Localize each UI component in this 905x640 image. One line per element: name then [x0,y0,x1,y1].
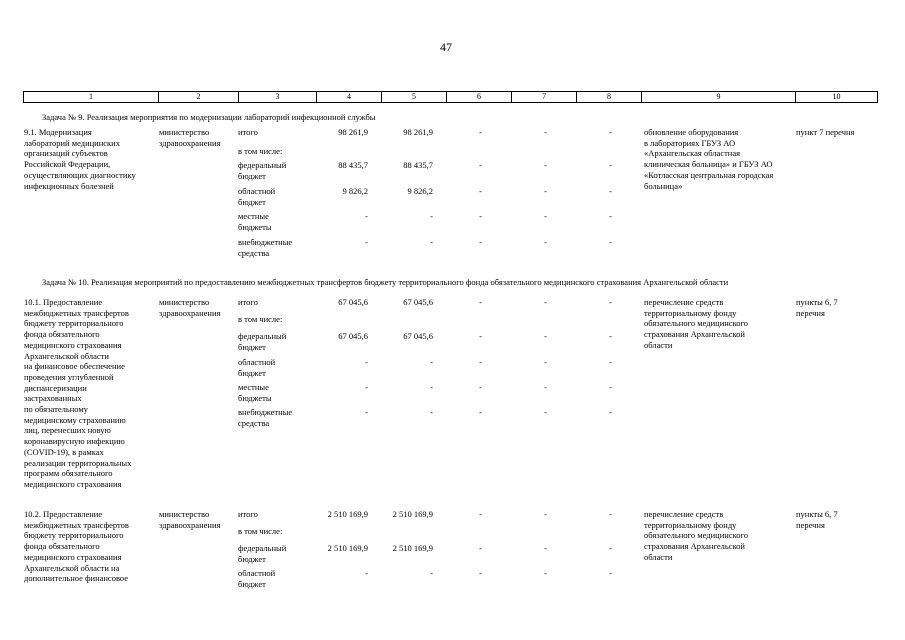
column-number: 10 [796,92,878,103]
value-col6: - [479,509,482,519]
measure-name: по обязательному [24,404,88,414]
reference: перечня [796,519,825,530]
measure-name: организаций субъектов [24,148,108,159]
executor: министерство [159,127,210,137]
value-col4: - [365,211,368,221]
measure-name: программ обязательного [24,468,113,479]
expected-result: перечисление средств [644,297,724,307]
expected-result: территориальному фонду [644,307,737,318]
column-number: 6 [447,92,512,103]
reference: пункт 7 перечня [796,127,855,137]
measure-name: бюджету территориального [24,318,124,329]
value-col8: - [609,127,612,137]
column-number: 4 [317,92,382,103]
measure-name: медицинского страхования [24,551,122,562]
funding-source: бюджеты [238,221,272,232]
funding-source: бюджеты [238,392,272,403]
column-number: 5 [382,92,447,103]
funding-source: средства [238,417,270,428]
task-title: Задача № 10. Реализация мероприятий по предоставлению межбюджетных трансфертов бюджету территориального фонда обязательного медицинского страхования Архангельской области [42,277,729,287]
funding-source: в том числе: [238,314,283,324]
measure-name: Архангельской области [24,350,109,361]
value-col5: 98 261,9 [403,127,433,137]
value-col6: - [479,127,482,137]
value-col8: - [609,237,612,247]
funding-source: областной [238,357,276,367]
measure-name: реализации территориальных [24,457,132,468]
value-col4: 2 510 169,9 [327,509,368,519]
value-col5: - [430,357,433,367]
value-col6: - [479,543,482,553]
reference: пункты 6, 7 [796,509,838,519]
expected-result: области [644,339,673,350]
expected-result: клиническая больница» и ГБУЗ АО [644,159,773,170]
measure-name: Российской Федерации, [24,159,111,170]
value-col5: 2 510 169,9 [392,543,433,553]
measure-name: (COVID-19), в рамках [24,446,104,457]
value-col4: - [365,357,368,367]
value-col7: - [544,297,547,307]
funding-source: федеральный [238,331,287,341]
value-col6: - [479,211,482,221]
value-col4: 67 045,6 [338,297,368,307]
measure-name: лабораторий медицинских [24,137,120,148]
value-col4: 98 261,9 [338,127,368,137]
value-col7: - [544,211,547,221]
executor: здравоохранения [159,137,221,148]
expected-result: «Архангельская областная [644,148,741,159]
value-col6: - [479,382,482,392]
funding-source: местные [238,382,269,392]
funding-source: бюджет [238,553,266,564]
measure-name: 10.2. Предоставление [24,509,103,519]
column-number: 8 [577,92,642,103]
measure-name: проведения углубленной [24,371,114,382]
value-col4: 2 510 169,9 [327,543,368,553]
expected-result: обязательного медицинского [644,530,749,541]
value-col7: - [544,160,547,170]
column-number: 1 [24,92,159,103]
measure-name: фонда обязательного [24,329,100,340]
value-col6: - [479,160,482,170]
column-number: 9 [642,92,796,103]
value-col7: - [544,407,547,417]
executor: здравоохранения [159,519,221,530]
value-col5: - [430,382,433,392]
value-col8: - [609,357,612,367]
funding-source: местные [238,211,269,221]
value-col5: 2 510 169,9 [392,509,433,519]
funding-source: итого [238,127,258,137]
measure-name: коронавирусную инфекцию [24,436,125,447]
measure-name: медицинского страхования [24,478,122,489]
page-number: 47 [440,40,452,54]
column-number-header [23,91,878,103]
expected-result: обновление оборудования [644,127,739,137]
value-col6: - [479,297,482,307]
measure-name: застрахованных [24,393,82,404]
value-col4: - [365,407,368,417]
value-col8: - [609,543,612,553]
value-col7: - [544,331,547,341]
value-col7: - [544,568,547,578]
value-col8: - [609,297,612,307]
value-col6: - [479,331,482,341]
measure-name: инфекционных болезней [24,180,114,191]
funding-source: итого [238,509,258,519]
measure-name: на финансовое обеспечение [24,361,125,372]
funding-source: итого [238,297,258,307]
value-col6: - [479,357,482,367]
expected-result: страхования Архангельской [644,541,745,552]
value-col8: - [609,568,612,578]
value-col7: - [544,357,547,367]
reference: пункты 6, 7 [796,297,838,307]
value-col7: - [544,509,547,519]
value-col5: - [430,568,433,578]
funding-source: внебюджетные [238,407,293,417]
measure-name: межбюджетных трансфертов [24,519,129,530]
measure-name: осуществляющих диагностику [24,169,136,180]
value-col4: 88 435,7 [338,160,368,170]
expected-result: перечисление средств [644,509,724,519]
value-col8: - [609,407,612,417]
funding-source: бюджет [238,578,266,589]
funding-source: федеральный [238,160,287,170]
value-col8: - [609,186,612,196]
measure-name: медицинского страхования [24,339,122,350]
value-col4: - [365,568,368,578]
measure-name: бюджету территориального [24,530,124,541]
value-col7: - [544,186,547,196]
funding-source: федеральный [238,543,287,553]
column-number: 7 [512,92,577,103]
expected-result: обязательного медицинского [644,318,749,329]
funding-source: в том числе: [238,526,283,536]
expected-result: области [644,551,673,562]
measure-name: Архангельской области на [24,562,120,573]
measure-name: медицинскому страхованию [24,414,126,425]
value-col6: - [479,237,482,247]
funding-source: областной [238,186,276,196]
value-col6: - [479,186,482,196]
value-col6: - [479,568,482,578]
funding-source: бюджет [238,170,266,181]
funding-source: бюджет [238,341,266,352]
reference: перечня [796,307,825,318]
value-col4: - [365,382,368,392]
task-title: Задача № 9. Реализация мероприятия по модернизации лабораторий инфекционной службы [42,112,376,122]
executor: здравоохранения [159,307,221,318]
value-col8: - [609,331,612,341]
value-col5: 88 435,7 [403,160,433,170]
value-col5: 9 826,2 [407,186,433,196]
expected-result: больница» [644,180,683,191]
funding-source: в том числе: [238,146,283,156]
funding-source: бюджет [238,367,266,378]
expected-result: страхования Архангельской [644,329,745,340]
measure-name: лиц, перенесших новую [24,425,111,436]
funding-source: областной [238,568,276,578]
measure-name: межбюджетных трансфертов [24,307,129,318]
executor: министерство [159,297,210,307]
column-number: 3 [239,92,317,103]
funding-source: бюджет [238,196,266,207]
expected-result: «Котласская центральная городская [644,169,774,180]
value-col7: - [544,127,547,137]
value-col4: - [365,237,368,247]
value-col5: - [430,237,433,247]
funding-source: внебюджетные [238,237,293,247]
expected-result: территориальному фонду [644,519,737,530]
measure-name: 9.1. Модернизация [24,127,92,137]
column-number: 2 [159,92,239,103]
measure-name: дополнительное финансовое [24,573,129,584]
measure-name: диспансеризации [24,382,87,393]
value-col5: - [430,211,433,221]
value-col6: - [479,407,482,417]
value-col8: - [609,509,612,519]
value-col7: - [544,237,547,247]
measure-name: фонда обязательного [24,541,100,552]
value-col8: - [609,382,612,392]
value-col7: - [544,382,547,392]
value-col4: 9 826,2 [342,186,368,196]
value-col4: 67 045,6 [338,331,368,341]
executor: министерство [159,509,210,519]
value-col8: - [609,211,612,221]
value-col5: 67 045,6 [403,331,433,341]
measure-name: 10.1. Предоставление [24,297,103,307]
value-col8: - [609,160,612,170]
funding-source: средства [238,247,270,258]
value-col5: - [430,407,433,417]
value-col5: 67 045,6 [403,297,433,307]
value-col7: - [544,543,547,553]
expected-result: в лабораториях ГБУЗ АО [644,137,736,148]
